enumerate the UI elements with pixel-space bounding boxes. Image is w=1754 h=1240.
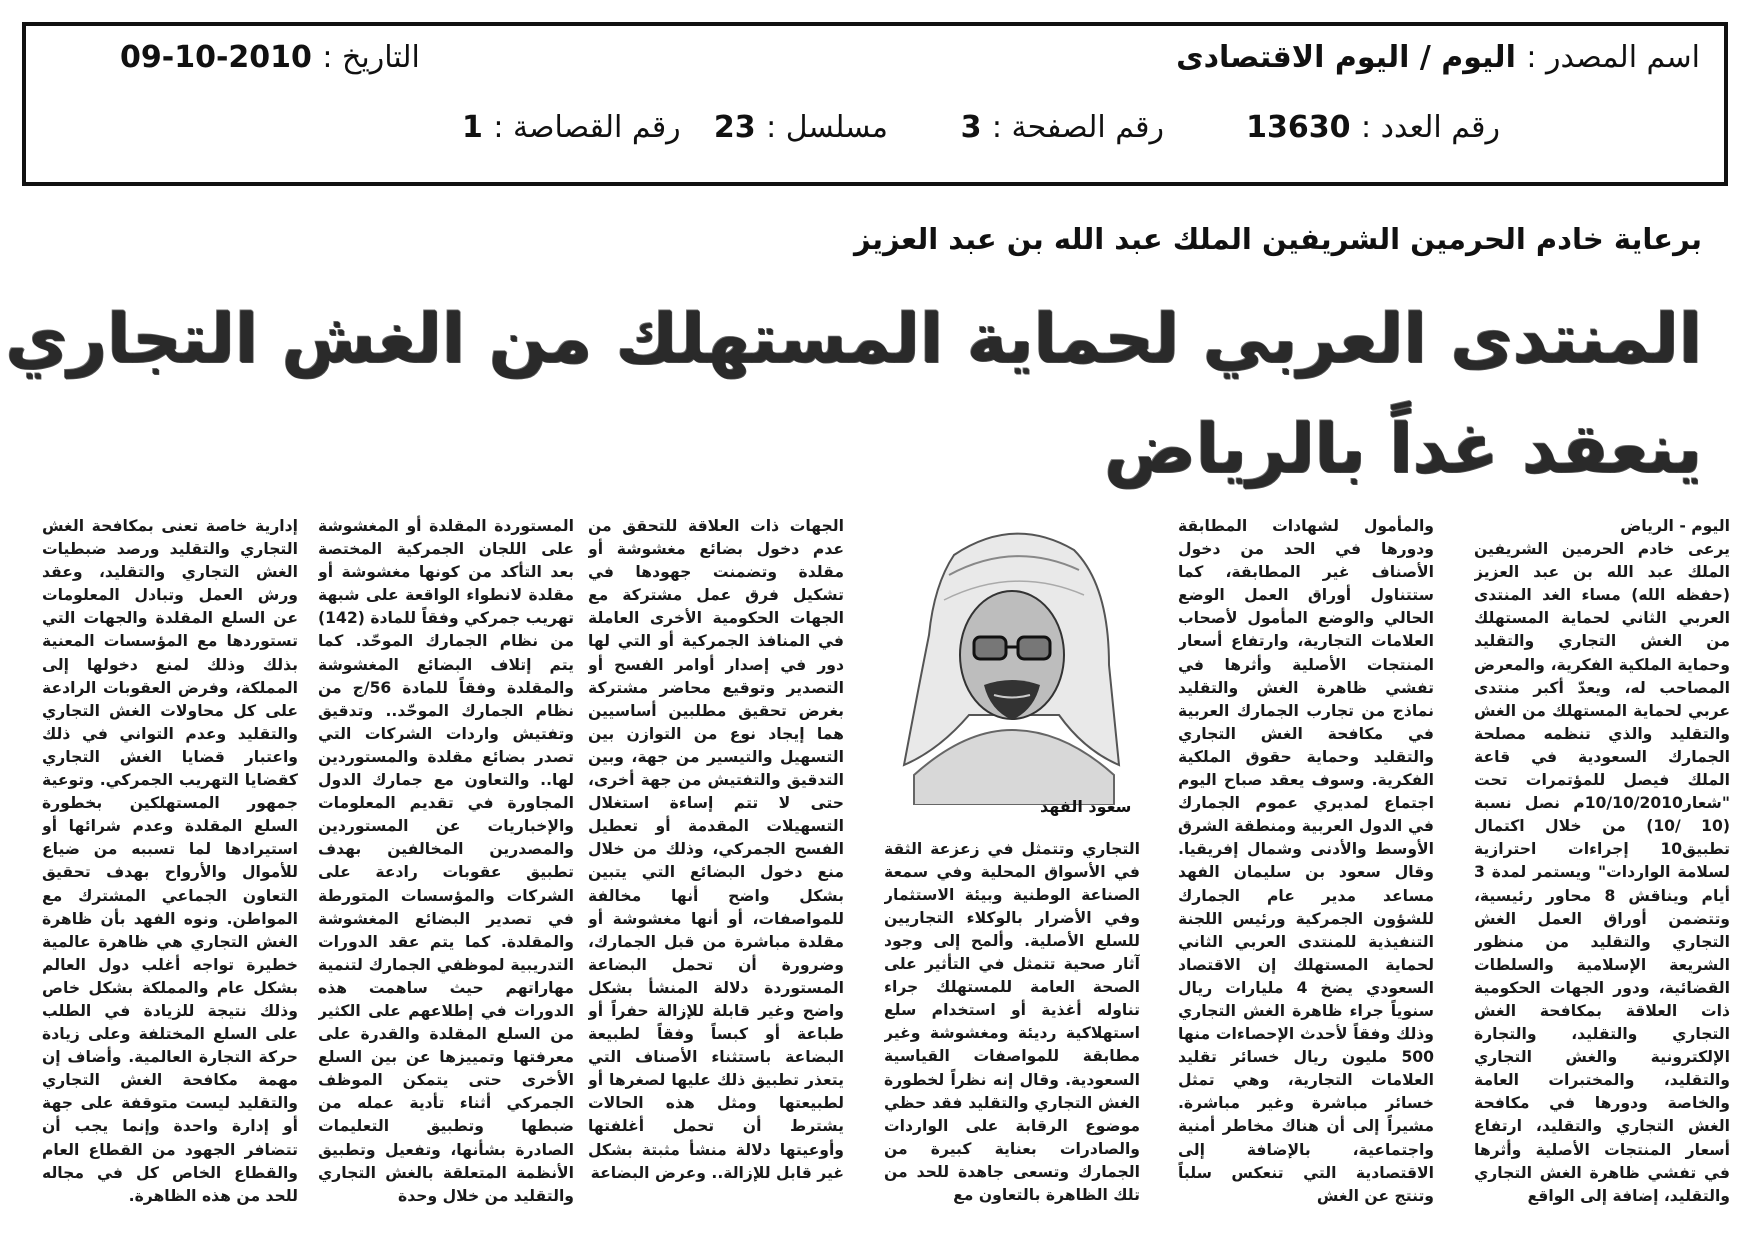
page-label: رقم الصفحة : xyxy=(991,110,1164,145)
clip-field xyxy=(462,110,681,145)
date-value: 2010-10-09 xyxy=(120,40,312,75)
article-column-1 xyxy=(1474,515,1730,1230)
serial-field xyxy=(714,110,888,145)
headline-line-2: ينعقد غداً بالرياض xyxy=(1104,410,1702,489)
column-5-text: المستوردة المقلدة أو المغشوشة على اللجان الجمركية المختصة بعد التأكد من كونها مغشوشة أو مقلدة لانطواء الواقعة على شبهة تهريب جمركي وفقاً للمادة (142) من نظام الجمارك الموحّد. كما يتم إتلاف البضائع المغشوشة والمقلدة وفقاً للمادة 56/ج من نظام الجمارك الموحّد.. وتدقيق وتفتيش واردات الشركات التي تصدر بضائع مقلدة والمستوردين لها.. والتعاون مع جمارك الدول المجاورة في تقديم المعلومات والإخباريات عن المستوردين والمصدرين المخالفين بهدف تطبيق عقوبات رادعة على الشركات والمؤسسات المتورطة في تصدير البضائع المغشوشة والمقلدة. كما يتم عقد الدورات التدريبية لموظفي الجمارك لتنمية مهاراتهم حيث ساهمت هذه الدورات في إطلاعهم على الكثير من السلع المقلدة والقدرة على معرفتها وتمييزها عن بين السلع الأخرى حتى يتمكن الموظف الجمركي أثناء تأدية عمله من ضبطها وتطبيق التعليمات الصادرة بشأنها، وتفعيل وتطبيق الأنظمة المتعلقة بالغش التجاري والتقليد من خلال وحدة xyxy=(318,517,574,1205)
sponsor-line: برعاية خادم الحرمين الشريفين الملك عبد الله بن عبد العزيز xyxy=(854,222,1702,256)
issue-value: 13630 xyxy=(1246,110,1351,145)
column-1-text: يرعى خادم الحرمين الشريفين الملك عبد الله بن عبد العزيز (حفظه الله) مساء الغد المنتدى العربي الثاني لحماية المستهلك من الغش التجاري والتقليد وحماية الملكية الفكرية، والمعرض المصاحب له، ويعدّ أكبر منتدى عربي لحماية المستهلك من الغش والتقليد والذي تنظمه مصلحة الجمارك السعودية في قاعة الملك فيصل للمؤتمرات تحت "شعار10/10/2010م نصل نسبة (10 /10) من خلال اكتمال تطبيق10 إجراءات احترازية لسلامة الواردات" ويستمر لمدة 3 أيام ويناقش 8 محاور رئيسية، وتتضمن أوراق العمل الغش التجاري والتقليد من منظور الشريعة الإسلامية والسلطات القضائية، ودور الجهات الحكومية ذات العلاقة بمكافحة الغش التجاري والتقليد، والتجارة الإلكترونية والغش التجاري والتقليد، والمختبرات العامة والخاصة ودورها في مكافحة الغش التجاري والتقليد، ارتفاع أسعار المنتجات الأصلية وأثرها في تفشي ظاهرة الغش التجاري والتقليد، إضافة إلى الواقع xyxy=(1474,540,1730,1205)
photo-caption: سعود الفهد xyxy=(1040,797,1132,816)
issue-field xyxy=(1246,110,1500,145)
date-label: التاريخ : xyxy=(322,40,420,75)
serial-label: مسلسل : xyxy=(766,110,888,145)
page-field xyxy=(961,110,1164,145)
article-column-6 xyxy=(42,515,298,1230)
headline-line-1: المنتدى العربي لحماية المستهلك من الغش التجاري xyxy=(5,300,1702,379)
page-value: 3 xyxy=(960,110,982,145)
dateline: اليوم - الرياض xyxy=(1620,517,1730,535)
source-value: اليوم / اليوم الاقتصادى xyxy=(1176,40,1516,75)
article-column-3 xyxy=(884,822,1140,1222)
column-2-text: والمأمول لشهادات المطابقة ودورها في الحد من دخول الأصناف غير المطابقة، كما ستتناول أوراق العمل الوضع الحالي والوضع المأمول لأصحاب العلامات التجارية، وارتفاع أسعار المنتجات الأصلية وأثرها في تفشي ظاهرة الغش والتقليد نماذج من تجارب الجمارك العربية في مكافحة الغش التجاري والتقليد وحماية حقوق الملكية الفكرية. وسوف يعقد صباح اليوم اجتماع لمديري عموم الجمارك في الدول العربية ومنطقة الشرق الأوسط والأدنى وشمال إفريقيا. وقال سعود بن سليمان الفهد مساعد مدير عام الجمارك للشؤون الجمركية ورئيس اللجنة التنفيذية للمنتدى العربي الثاني لحماية المستهلك إن الاقتصاد السعودي يضخ 4 مليارات ريال سنوياً جراء ظاهرة الغش التجاري وذلك وفقاً لأحدث الإحصاءات منها 500 مليون ريال خسائر تقليد العلامات التجارية، وهي تمثل خسائر مباشرة وغير مباشرة. مشيراً إلى أن هناك مخاطر أمنية واجتماعية، بالإضافة إلى الاقتصادية التي تنعكس سلباً وتنتج عن الغش xyxy=(1178,517,1434,1205)
date-field xyxy=(120,40,420,75)
portrait-photo xyxy=(884,515,1139,805)
serial-value: 23 xyxy=(713,110,756,145)
clip-value: 1 xyxy=(462,110,483,145)
clip-label: رقم القصاصة : xyxy=(493,110,681,145)
source-label: اسم المصدر : xyxy=(1526,40,1700,75)
article-column-4 xyxy=(588,515,844,1230)
source-field xyxy=(1176,40,1700,75)
column-3-text: التجاري وتتمثل في زعزعة الثقة في الأسواق المحلية وفي سمعة الصناعة الوطنية وبيئة الاستثمار وفي الأضرار بالوكلاء التجاريين للسلع الأصلية. وألمح إلى وجود آثار صحية تتمثل في التأثير على الصحة العامة للمستهلك جراء تناوله أغذية أو استخدام سلع استهلاكية رديئة ومغشوشة وغير مطابقة للمواصفات القياسية السعودية. وقال إنه نظراً لخطورة الغش التجاري والتقليد فقد حظي موضوع الرقابة على الواردات والصادرات بعناية كبيرة من الجمارك وتسعى جاهدة للحد من تلك الظاهرة بالتعاون مع xyxy=(884,839,1140,1204)
article-column-2 xyxy=(1178,515,1434,1230)
article-column-5 xyxy=(318,515,574,1230)
column-6-text: إدارية خاصة تعنى بمكافحة الغش التجاري والتقليد ورصد ضبطيات الغش التجاري والتقليد، وعقد ورش العمل وتبادل المعلومات عن السلع المقلدة والجهات التي تستوردها مع المؤسسات المعنية بذلك وذلك لمنع دخولها إلى المملكة، وفرض العقوبات الرادعة على كل محاولات الغش التجاري والتقليد وعدم التواني في ذلك واعتبار قضايا الغش التجاري كقضايا التهريب الجمركي. وتوعية جمهور المستهلكين بخطورة السلع المقلدة وعدم شرائها أو استيرادها لما تسببه من ضياع للأموال والأرواح بهدف تحقيق التعاون الجماعي المشترك مع المواطن. ونوه الفهد بأن ظاهرة الغش التجاري هي ظاهرة عالمية خطيرة تواجه أغلب دول العالم بشكل عام والمملكة بشكل خاص وذلك نتيجة للزيادة في الطلب على السلع المختلفة وعلى زيادة حركة التجارة العالمية. وأضاف إن مهمة مكافحة الغش التجاري والتقليد ليست متوقفة على جهة أو إدارة واحدة وإنما يجب أن تتضافر الجهود من القطاع العام والقطاع الخاص كل في مجاله للحد من هذه الظاهرة. xyxy=(42,517,298,1205)
column-4-text: الجهات ذات العلاقة للتحقق من عدم دخول بضائع مغشوشة أو مقلدة وتضمنت جهودها في تشكيل فرق عمل مشتركة مع الجهات الحكومية الأخرى العاملة في المنافذ الجمركية أو التي لها دور في إصدار أوامر الفسح أو التصدير وتوقيع محاضر مشتركة بغرض تحقيق مطلبين أساسيين هما إيجاد نوع من التوازن بين التسهيل والتيسير من جهة، وبين التدقيق والتفتيش من جهة أخرى، حتى لا تتم إساءة استغلال التسهيلات المقدمة أو تعطيل الفسح الجمركي، وذلك من خلال منع دخول البضائع التي يتبين بشكل واضح أنها مخالفة للمواصفات، أو أنها مغشوشة أو مقلدة مباشرة من قبل الجمارك، وضرورة أن تحمل البضاعة المستوردة دلالة المنشأ بشكل واضح وغير قابلة للإزالة حفراً أو طباعة أو كبساً وفقاً لطبيعة البضاعة باستثناء الأصناف التي يتعذر تطبيق ذلك عليها لصغرها أو لطبيعتها ومثل هذه الحالات يشترط أن تحمل أغلفتها وأوعيتها دلالة منشأ مثبتة بشكل غير قابل للإزالة.. وعرض البضاعة xyxy=(588,517,844,1182)
issue-label: رقم العدد : xyxy=(1360,110,1500,145)
header-box xyxy=(22,22,1728,186)
portrait-image xyxy=(884,515,1139,805)
